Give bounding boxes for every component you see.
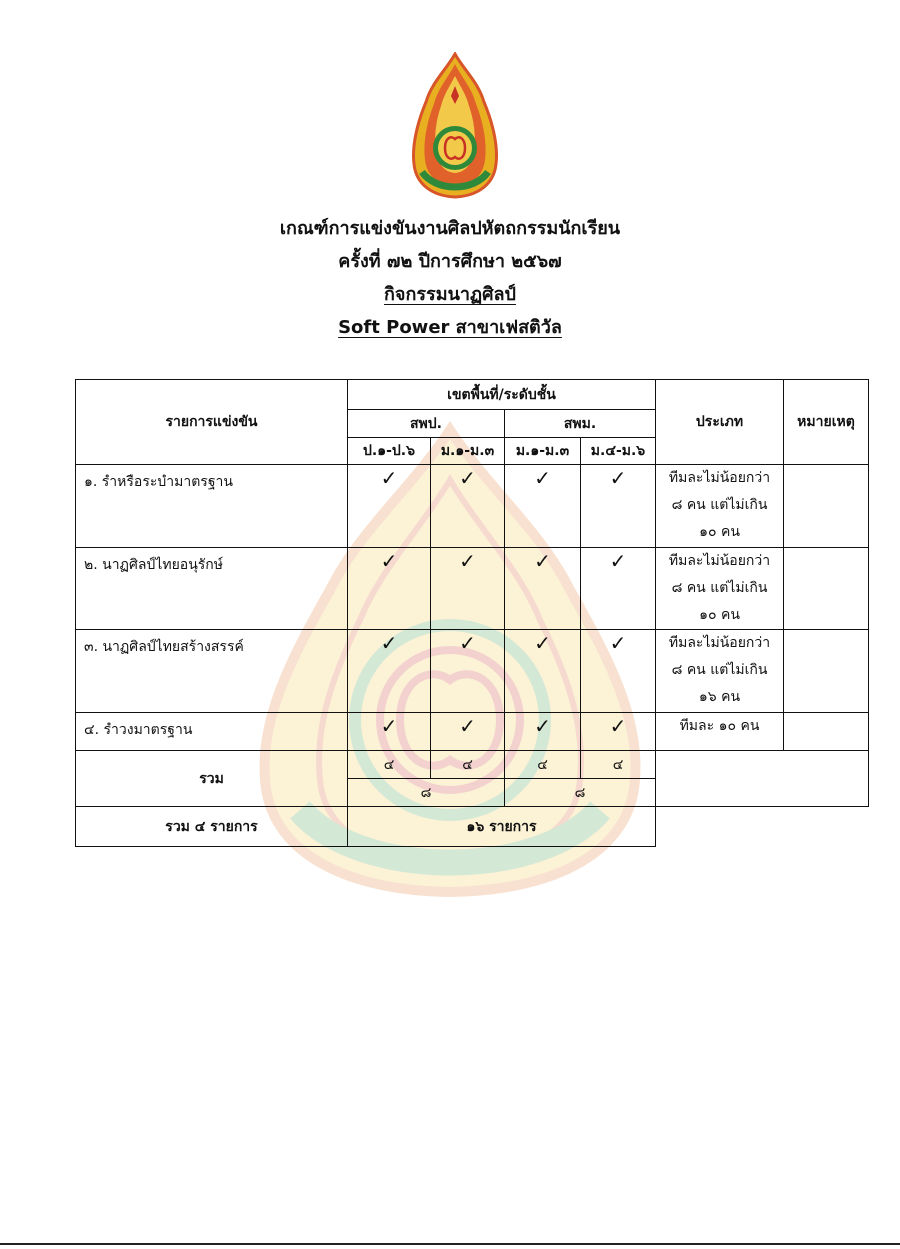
check-mark: ✓ bbox=[505, 465, 581, 548]
document-header bbox=[0, 212, 900, 344]
check-mark: ✓ bbox=[505, 548, 581, 630]
check-mark: ✓ bbox=[431, 713, 505, 751]
check-mark: ✓ bbox=[431, 630, 505, 713]
check-mark: ✓ bbox=[581, 713, 656, 751]
team-type bbox=[656, 713, 784, 751]
table-row bbox=[76, 548, 869, 630]
secondary-sum: ๘ bbox=[505, 779, 656, 807]
type-line: ๘ คน แต่ไม่เกิน bbox=[671, 580, 768, 596]
activity-title: กิจกรรมนาฏศิลป์ bbox=[384, 284, 516, 305]
type-line: ๘ คน แต่ไม่เกิน bbox=[671, 497, 768, 513]
header-level: ม.๑-ม.๓ bbox=[431, 438, 505, 465]
type-line: ทีมละ ๑๐ คน bbox=[679, 718, 760, 734]
table-row bbox=[76, 713, 869, 751]
header-level: ม.๑-ม.๓ bbox=[505, 438, 581, 465]
header-area-level: เขตพื้นที่/ระดับชั้น bbox=[348, 380, 656, 410]
type-line: ๘ คน แต่ไม่เกิน bbox=[671, 662, 768, 678]
total-row bbox=[76, 751, 869, 779]
check-mark: ✓ bbox=[431, 465, 505, 548]
type-line: ๑๐ คน bbox=[699, 524, 740, 540]
grand-total-value: ๑๖ รายการ bbox=[348, 807, 656, 847]
grand-total-label: รวม ๔ รายการ bbox=[76, 807, 348, 847]
document-title: เกณฑ์การแข่งขันงานศิลปหัตถกรรมนักเรียน bbox=[279, 218, 621, 239]
type-line: ทีมละไม่น้อยกว่า bbox=[668, 553, 771, 569]
competition-name: ๓. นาฏศิลป์ไทยสร้างสรรค์ bbox=[76, 630, 348, 713]
header-primary-office: สพป. bbox=[348, 410, 505, 438]
competition-name: ๔. รำวงมาตรฐาน bbox=[76, 713, 348, 751]
competition-name: ๒. นาฏศิลป์ไทยอนุรักษ์ bbox=[76, 548, 348, 630]
total-count: ๔ bbox=[505, 751, 581, 779]
competition-name: ๑. รำหรือระบำมาตรฐาน bbox=[76, 465, 348, 548]
header-level: ป.๑-ป.๖ bbox=[348, 438, 431, 465]
check-mark: ✓ bbox=[505, 630, 581, 713]
team-type bbox=[656, 465, 784, 548]
header-competition: รายการแข่งขัน bbox=[76, 380, 348, 465]
table-row bbox=[76, 465, 869, 548]
check-mark: ✓ bbox=[581, 630, 656, 713]
header-secondary-office: สพม. bbox=[505, 410, 656, 438]
primary-sum: ๘ bbox=[348, 779, 505, 807]
check-mark: ✓ bbox=[581, 548, 656, 630]
remark-cell bbox=[784, 630, 869, 713]
total-count: ๔ bbox=[431, 751, 505, 779]
page-bottom-rule bbox=[0, 1243, 900, 1245]
remark-cell bbox=[784, 465, 869, 548]
check-mark: ✓ bbox=[348, 713, 431, 751]
check-mark: ✓ bbox=[431, 548, 505, 630]
check-mark: ✓ bbox=[348, 548, 431, 630]
grand-total-row bbox=[76, 807, 869, 847]
total-label: รวม bbox=[76, 751, 348, 807]
table-row bbox=[76, 630, 869, 713]
total-count: ๔ bbox=[348, 751, 431, 779]
check-mark: ✓ bbox=[581, 465, 656, 548]
header-level: ม.๔-ม.๖ bbox=[581, 438, 656, 465]
remark-cell bbox=[784, 713, 869, 751]
check-mark: ✓ bbox=[348, 630, 431, 713]
remark-cell bbox=[784, 548, 869, 630]
document-edition: ครั้งที่ ๗๒ ปีการศึกษา ๒๕๖๗ bbox=[338, 251, 562, 272]
check-mark: ✓ bbox=[505, 713, 581, 751]
total-blank-cell bbox=[656, 751, 869, 807]
type-line: ทีมละไม่น้อยกว่า bbox=[668, 635, 771, 651]
type-line: ๑๐ คน bbox=[699, 607, 740, 623]
header-remark: หมายเหตุ bbox=[784, 380, 869, 465]
type-line: ทีมละไม่น้อยกว่า bbox=[668, 470, 771, 486]
team-type bbox=[656, 630, 784, 713]
team-type bbox=[656, 548, 784, 630]
criteria-table bbox=[75, 379, 869, 847]
total-count: ๔ bbox=[581, 751, 656, 779]
ministry-logo-icon bbox=[412, 52, 498, 200]
grand-total-blank bbox=[656, 807, 869, 847]
type-line: ๑๖ คน bbox=[698, 689, 741, 705]
header-type: ประเภท bbox=[656, 380, 784, 465]
branch-title: Soft Power สาขาเฟสติวัล bbox=[338, 317, 562, 338]
check-mark: ✓ bbox=[348, 465, 431, 548]
